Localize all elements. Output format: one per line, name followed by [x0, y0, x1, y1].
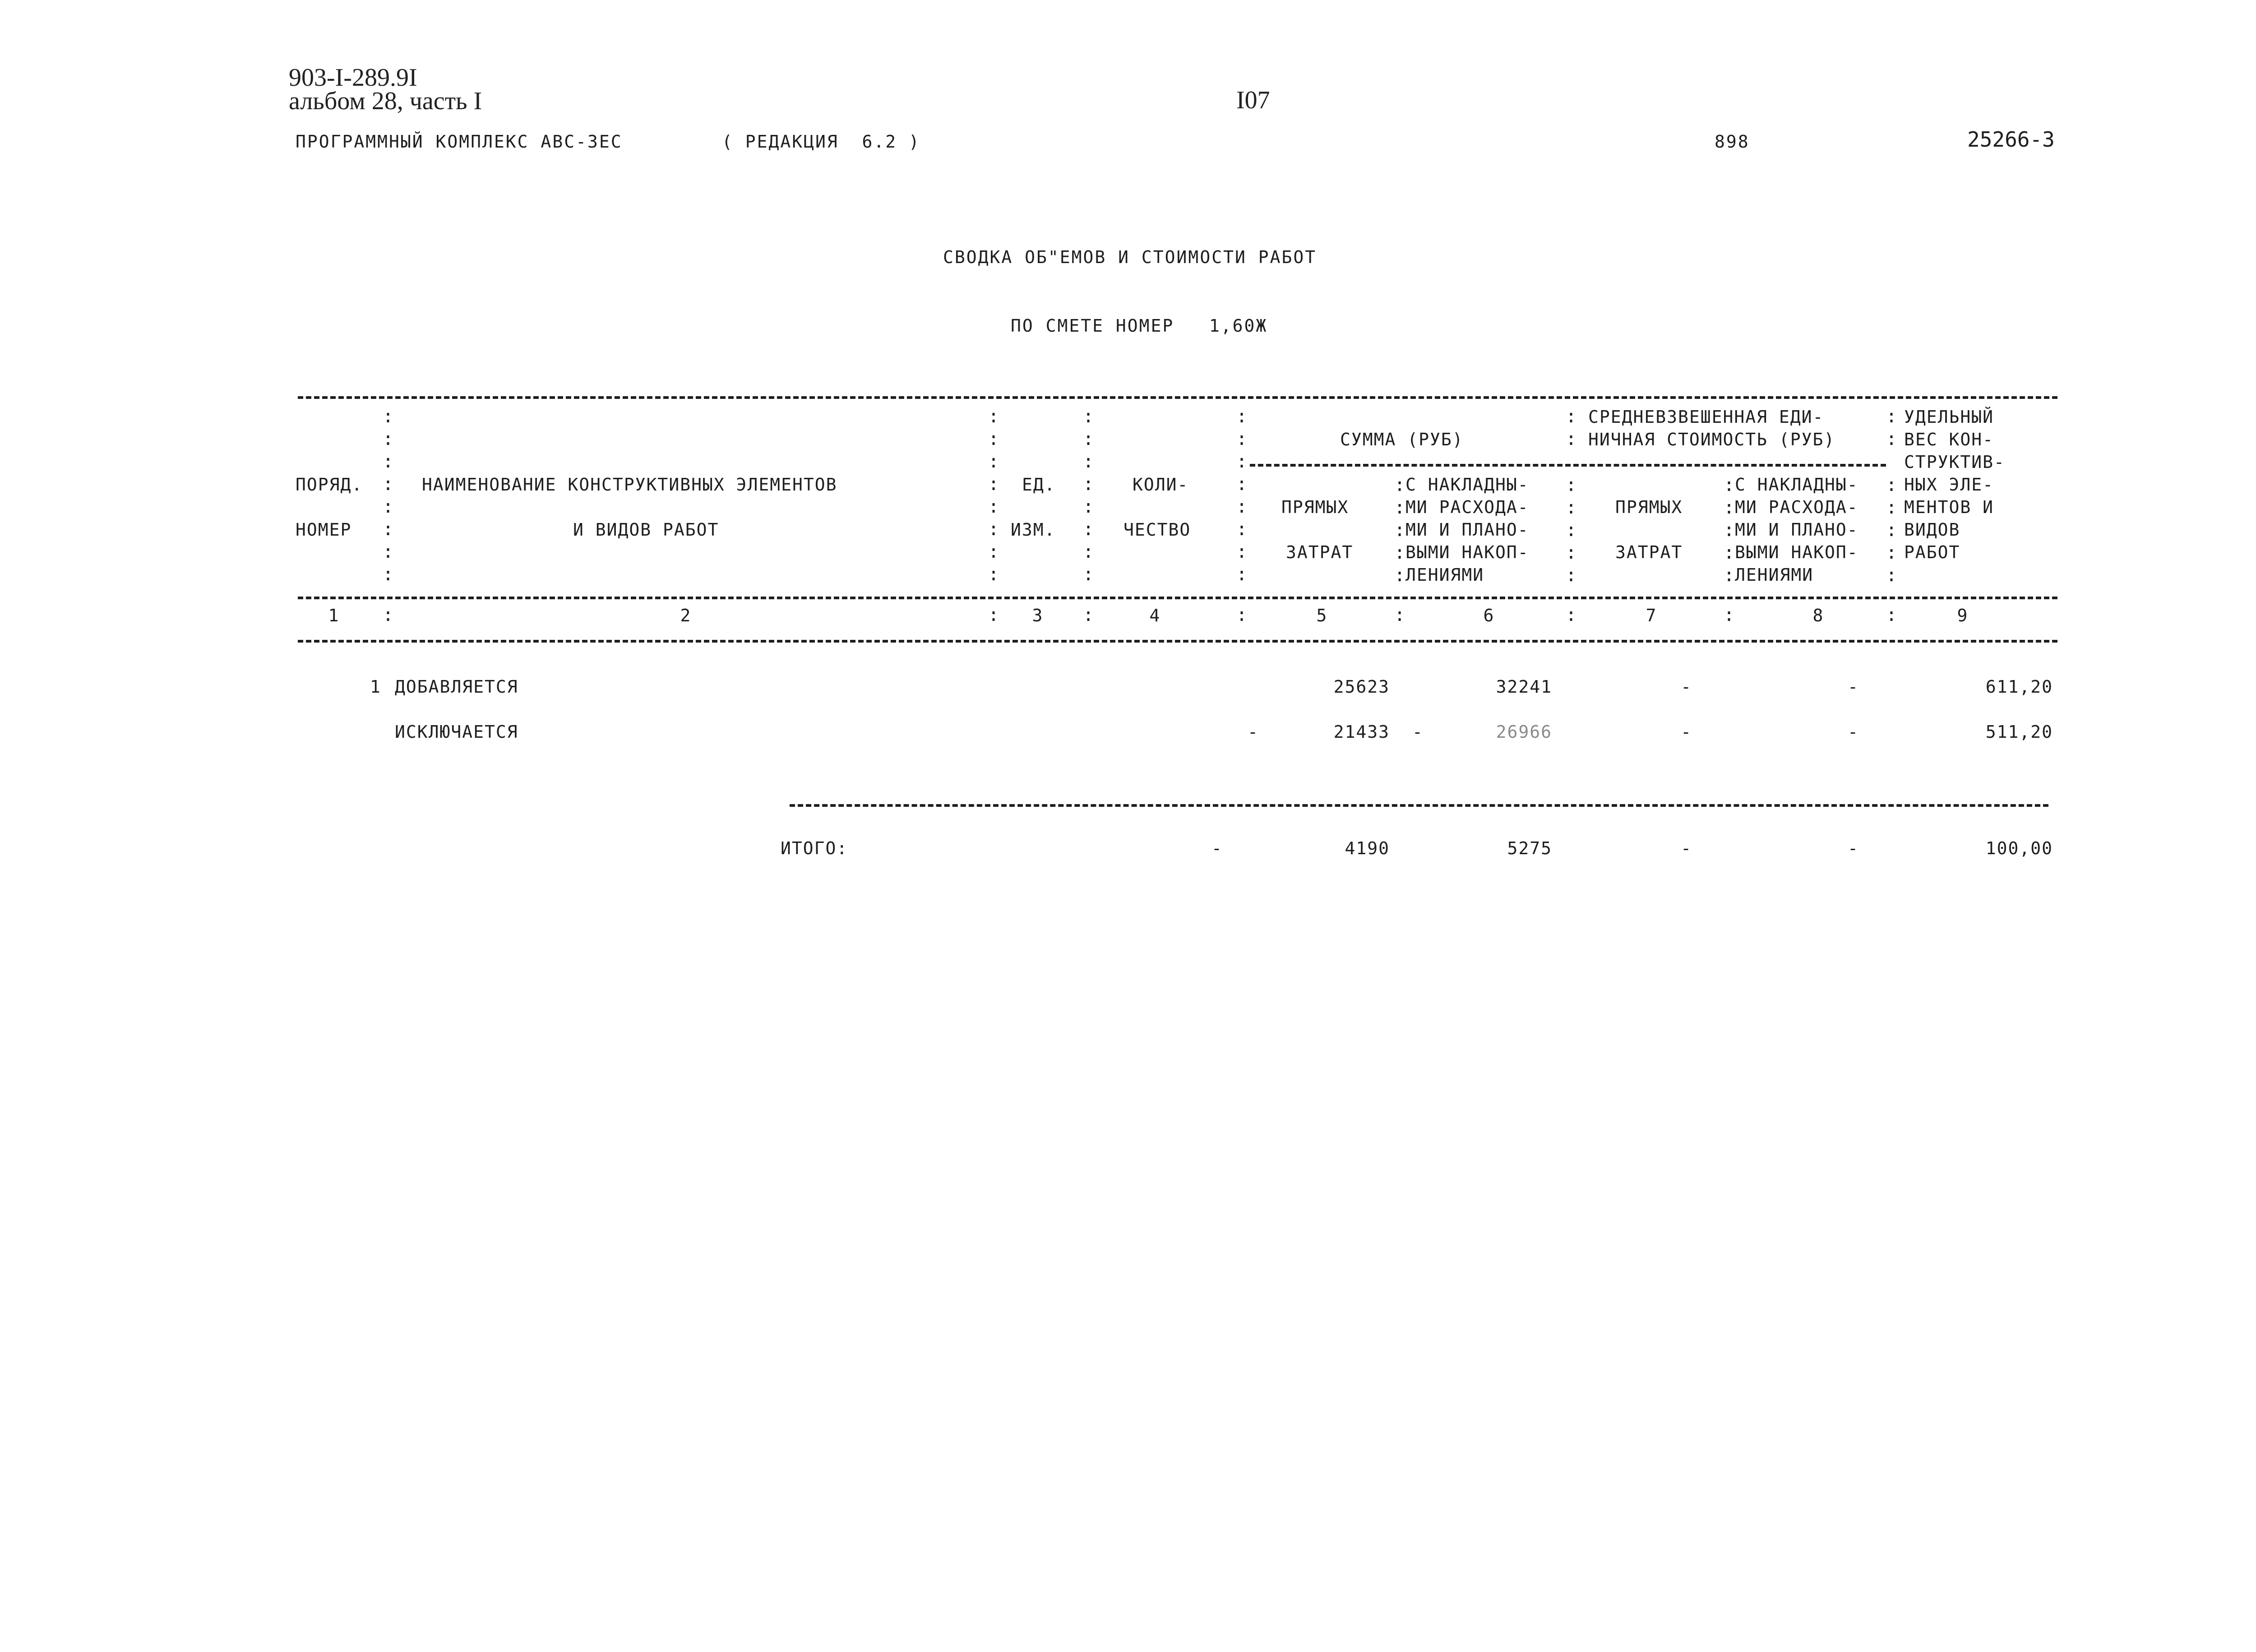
col8-header-line5: ЛЕНИЯМИ	[1735, 565, 1814, 585]
row-quantity: -	[1248, 722, 1259, 742]
col5-header-line1: ПРЯМЫХ	[1281, 497, 1349, 517]
col-separator-2: : : : : : : : :	[988, 406, 999, 585]
col6-header-line3: МИ И ПЛАНО-	[1405, 520, 1529, 540]
header-bottom-border	[298, 640, 2057, 643]
colnum-sep-3: :	[1083, 605, 1094, 625]
group-sub-divider	[1250, 464, 1886, 467]
col2-header-line1: НАИМЕНОВАНИЕ КОНСТРУКТИВНЫХ ЭЛЕМЕНТОВ	[422, 475, 837, 495]
total-direct-sum: 4190	[1345, 838, 1390, 858]
col2-header-line2: И ВИДОВ РАБОТ	[573, 520, 719, 540]
sum-avg-separator: :	[1566, 406, 1577, 427]
colnum-sep-6: :	[1566, 605, 1577, 625]
colnum-sep-7: :	[1724, 605, 1735, 625]
col-separator-1: : : : : : : : :	[383, 406, 394, 585]
row-avg-overhead: -	[1848, 677, 1859, 697]
program-name: ПРОГРАММНЫЙ КОМПЛЕКС АВС-3ЕС	[296, 132, 623, 152]
col9-header-line2: ВЕС КОН-	[1904, 430, 1994, 449]
col6-header-line2: МИ РАСХОДА-	[1405, 497, 1529, 517]
row-share: 611,20	[1985, 677, 2053, 697]
edition-label: ( РЕДАКЦИЯ 6.2 )	[722, 132, 920, 152]
row-overhead-sum: 26966	[1496, 722, 1552, 742]
colnum-1: 1	[328, 606, 340, 625]
avg-group-header-line1: СРЕДНЕВЗВЕШЕННАЯ ЕДИ-	[1588, 407, 1824, 427]
col-separator-4: : : : : : : : :	[1236, 406, 1248, 585]
col7-header-line1: ПРЯМЫХ	[1615, 497, 1683, 517]
total-share: 100,00	[1985, 838, 2053, 858]
col8-separator: : : : : :	[1724, 475, 1735, 586]
col3-header-line2: ИЗМ.	[1011, 520, 1056, 540]
col8-header-line4: ВЫМИ НАКОП-	[1735, 542, 1858, 562]
page-number: I07	[1236, 86, 1270, 114]
row-name: ДОБАВЛЯЕТСЯ	[395, 677, 518, 697]
table-top-border	[298, 396, 2057, 399]
col6-header-line4: ВЫМИ НАКОП-	[1405, 542, 1529, 562]
sum-group-header: СУММА (РУБ)	[1340, 430, 1464, 449]
column-numbers-top-border	[298, 597, 2057, 599]
colnum-7: 7	[1646, 606, 1657, 625]
col9-separator-1: :	[1886, 406, 1897, 427]
album-info: альбом 28, часть I	[289, 87, 482, 115]
row-avg-direct: -	[1681, 677, 1692, 697]
col5-header-line2: ЗАТРАТ	[1286, 542, 1354, 562]
col9-header-line7: РАБОТ	[1904, 542, 1960, 562]
row-name: ИСКЛЮЧАЕТСЯ	[395, 722, 518, 742]
row-overhead-sum: 32241	[1496, 677, 1552, 697]
report-title: СВОДКА ОБ"ЕМОВ И СТОИМОСТИ РАБОТ	[943, 247, 1317, 267]
colnum-sep-4: :	[1236, 605, 1248, 625]
col6-header-line1: С НАКЛАДНЫ-	[1405, 475, 1529, 495]
col9-header-line3: СТРУКТИВ-	[1904, 452, 2005, 472]
row-share: 511,20	[1985, 722, 2053, 742]
colnum-sep-2: :	[988, 605, 999, 625]
total-separator	[790, 804, 2048, 807]
colnum-3: 3	[1032, 606, 1044, 625]
col4-header-line1: КОЛИ-	[1133, 475, 1189, 495]
sum-avg-separator-2: :	[1566, 429, 1577, 449]
colnum-sep-8: :	[1886, 605, 1897, 625]
col6-separator: : : : : :	[1394, 475, 1405, 586]
inventory-number: 25266-3	[1967, 127, 2055, 152]
col6-header-line5: ЛЕНИЯМИ	[1405, 565, 1484, 585]
colnum-sep-5: :	[1394, 605, 1405, 625]
col1-header-line2: НОМЕР	[296, 520, 352, 540]
col1-header-line1: ПОРЯД.	[296, 475, 363, 495]
colnum-6: 6	[1483, 606, 1495, 625]
total-label: ИТОГО:	[781, 838, 848, 858]
colnum-2: 2	[680, 606, 692, 625]
avg-group-header-line2: НИЧНАЯ СТОИМОСТЬ (РУБ)	[1588, 430, 1835, 449]
row-avg-direct: -	[1681, 722, 1692, 742]
col8-header-line1: С НАКЛАДНЫ-	[1735, 475, 1858, 495]
colnum-sep-1: :	[383, 605, 394, 625]
row-number: 1	[370, 677, 381, 697]
col8-header-line2: МИ РАСХОДА-	[1735, 497, 1858, 517]
document-code: 903-I-289.9I	[289, 64, 417, 92]
col9-header-line4: НЫХ ЭЛЕ-	[1904, 475, 1994, 495]
row-direct-sum: 25623	[1333, 677, 1390, 697]
total-quantity: -	[1211, 838, 1223, 858]
col6-right-separator: : : : : :	[1566, 475, 1577, 586]
row-direct-sum: 21433	[1333, 722, 1390, 742]
col3-header-line1: ЕД.	[1022, 475, 1056, 495]
col9-header-line1: УДЕЛЬНЫЙ	[1904, 407, 1994, 427]
col9-header-line5: МЕНТОВ И	[1904, 497, 1994, 517]
colnum-4: 4	[1149, 606, 1161, 625]
total-overhead-sum: 5275	[1507, 838, 1552, 858]
col9-left-separator: : : : : :	[1886, 475, 1897, 586]
report-subtitle: ПО СМЕТЕ НОМЕР 1,60Ж	[1011, 316, 1268, 336]
colnum-5: 5	[1316, 606, 1328, 625]
col-separator-3: : : : : : : : :	[1083, 406, 1094, 585]
total-avg-overhead: -	[1848, 838, 1859, 858]
colnum-8: 8	[1812, 606, 1824, 625]
row-overhead-sign: -	[1412, 722, 1424, 742]
sheet-code: 898	[1715, 132, 1750, 152]
col4-header-line2: ЧЕСТВО	[1123, 520, 1191, 540]
col8-header-line3: МИ И ПЛАНО-	[1735, 520, 1858, 540]
col7-header-line2: ЗАТРАТ	[1615, 542, 1683, 562]
col9-separator-2: :	[1886, 429, 1897, 449]
col9-header-line6: ВИДОВ	[1904, 520, 1960, 540]
row-avg-overhead: -	[1848, 722, 1859, 742]
total-avg-direct: -	[1681, 838, 1692, 858]
colnum-9: 9	[1957, 606, 1969, 625]
